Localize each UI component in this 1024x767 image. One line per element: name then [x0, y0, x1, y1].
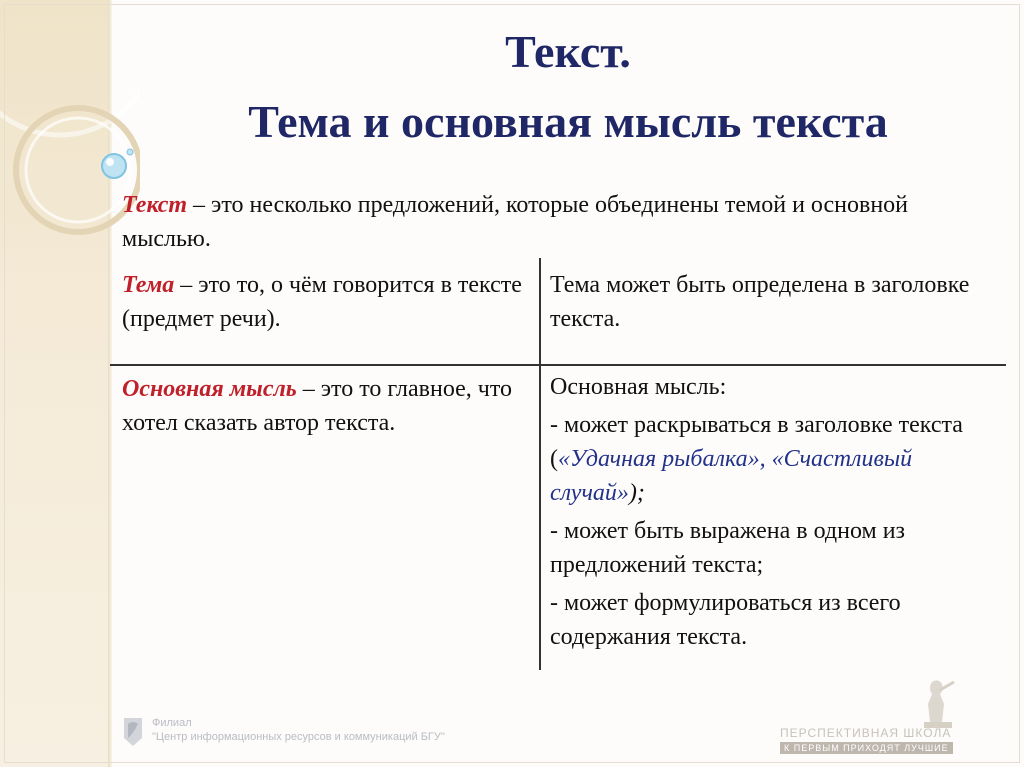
definition-text: – это несколько предложений, которые объединены темой и основной мыслью. — [122, 192, 909, 252]
branch-label: Филиал — [152, 717, 192, 729]
theme-definition: – это то, о чём говорится в тексте (предмет речи). — [122, 272, 522, 332]
school-slogan: К ПЕРВЫМ ПРИХОДЯТ ЛУЧШИЕ — [780, 742, 953, 754]
main-idea-point-2: - может быть выражена в одном из предложений текста; — [550, 518, 906, 578]
table-vertical-line — [539, 258, 541, 670]
school-logo — [780, 676, 1010, 756]
slide-title-line2: Тема и основная мысль текста — [248, 96, 888, 147]
branch-name: "Центр информационных ресурсов и коммуникаций БГУ" — [152, 731, 445, 743]
main-idea-point-3: - может формулироваться из всего содержания текста. — [550, 590, 901, 650]
text-definition — [122, 188, 982, 256]
main-idea-heading: Основная мысль: — [550, 374, 727, 400]
main-idea-point-1 — [550, 408, 990, 510]
main-idea-definition-cell — [122, 372, 527, 440]
point1-examples: «Удачная рыбалка», «Счастливый случай» — [550, 446, 913, 506]
point1-closing: ); — [628, 480, 645, 506]
table-horizontal-line — [110, 364, 1006, 366]
theme-note-cell — [550, 268, 990, 336]
school-brand: ПЕРСПЕКТИВНАЯ ШКОЛА — [780, 726, 952, 740]
point1-text: - может раскрываться в заголовке текста ( — [550, 412, 963, 472]
slide-title-line1: Текст. — [505, 26, 631, 77]
main-idea-notes-cell — [550, 370, 990, 658]
main-idea-definition: – это то главное, что хотел сказать автор текста. — [122, 376, 513, 436]
term-main-idea: Основная мысль — [122, 376, 297, 402]
theme-note: Тема может быть определена в заголовке текста. — [550, 272, 970, 332]
term-theme: Тема — [122, 272, 175, 298]
theme-definition-cell — [122, 268, 527, 336]
bsu-logo-icon — [120, 716, 146, 748]
term-text: Текст — [122, 192, 188, 218]
